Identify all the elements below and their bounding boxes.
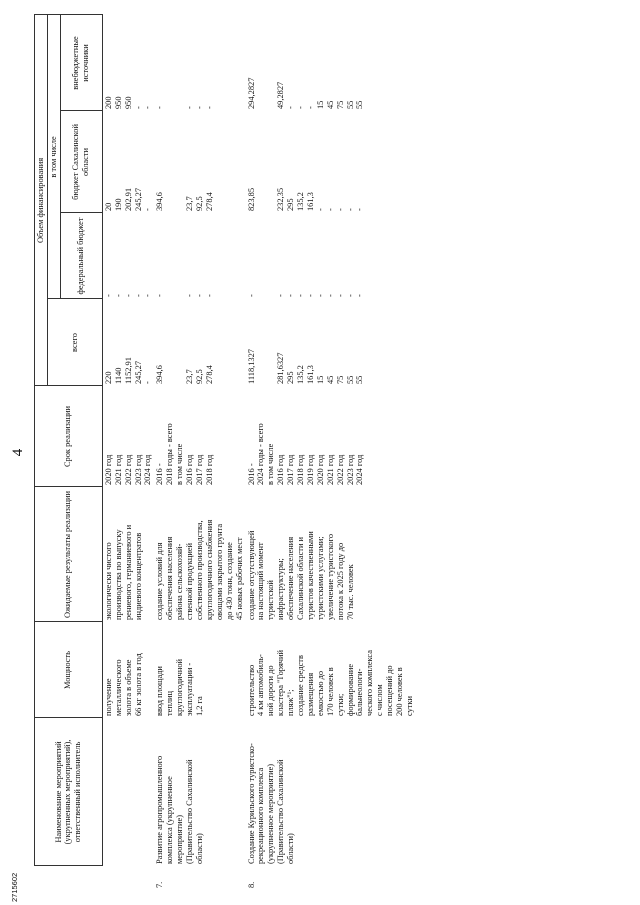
results-line: до 430 тонн, создание	[224, 542, 234, 620]
total-line: 278,4	[204, 365, 214, 384]
extra-line: -	[185, 106, 195, 109]
cell-extra	[102, 15, 154, 111]
cell-regional	[102, 111, 154, 213]
total-line: 245,27	[133, 360, 143, 384]
federal-line: -	[185, 294, 195, 297]
results-line: потока к 2025 году до	[335, 542, 345, 620]
period-line: 2018 год	[296, 454, 306, 485]
regional-line: -	[143, 208, 153, 211]
cell-period	[102, 386, 154, 487]
period-column-header: Срок реализации	[35, 386, 103, 487]
regional-line	[175, 113, 185, 211]
name-line: (Правительство Сахалинской	[276, 759, 286, 864]
cell-federal	[102, 213, 154, 299]
total-line: 135,2	[296, 365, 306, 384]
federal-line: -	[355, 294, 365, 297]
results-line: собственного производства,	[194, 520, 204, 620]
period-line: 2024 год	[143, 454, 153, 485]
capacity-line: пляж"¹;	[286, 689, 296, 716]
regional-line: 295	[286, 198, 296, 211]
capacity-line: размещения	[305, 672, 315, 716]
total-line: 295	[286, 371, 296, 384]
period-line: 2019 год	[305, 454, 315, 485]
total-line: 1118,1327	[246, 349, 256, 384]
regional-line: -	[355, 208, 365, 211]
regional-line: 823,85	[246, 187, 256, 211]
total-line: 394,6	[155, 365, 165, 384]
page-number: 4	[10, 448, 26, 457]
extra-line	[175, 17, 185, 109]
results-line: 45 новых рабочих мест	[234, 537, 244, 620]
results-line: туристской	[266, 580, 276, 620]
extra-line	[256, 17, 266, 109]
regional-line: 232,35	[276, 187, 286, 211]
regional-line	[165, 113, 175, 211]
period-line: 2022 год	[335, 454, 345, 485]
cell-num: 8.	[246, 881, 256, 888]
capacity-line: теплиц	[165, 690, 175, 716]
results-line: создание отсутствующей	[246, 530, 256, 620]
results-line: индиевого концентратов	[133, 532, 143, 620]
results-line: производства по выпуску	[113, 529, 123, 620]
federal-line: -	[113, 294, 123, 297]
name-line: области)	[286, 833, 296, 864]
total-line: 75	[335, 375, 345, 384]
cell-results	[102, 487, 154, 622]
period-line: 2020 год	[103, 454, 113, 485]
regional-line: -	[345, 208, 355, 211]
cell-num: 7.	[155, 881, 165, 888]
cell-results	[246, 487, 416, 622]
table-row	[246, 15, 416, 890]
results-column-header: Ожидаемые результаты реализации	[35, 487, 103, 622]
results-line: обеспечения населения	[165, 536, 175, 620]
regional-line: 92,5	[194, 196, 204, 211]
total-line	[256, 301, 266, 384]
cell-federal	[154, 213, 245, 299]
cell-period	[154, 386, 245, 487]
name-line: рекреационного комплекса	[256, 767, 266, 864]
capacity-line: сутки;	[335, 693, 345, 716]
capacity-line: кластера "Горячий	[276, 650, 286, 716]
federal-line: -	[103, 294, 113, 297]
regional-column-header: бюджет Сахалинской области	[60, 111, 102, 213]
cell-name	[102, 718, 154, 866]
results-line: создание условий для	[155, 542, 165, 620]
federal-line: -	[315, 294, 325, 297]
cell-regional	[246, 111, 416, 213]
capacity-line: металлического	[113, 659, 123, 716]
capacity-line: 1,2 га	[194, 696, 204, 716]
total-line: 281,6327	[276, 352, 286, 384]
regional-line	[256, 113, 266, 211]
capacity-line: получение	[103, 678, 113, 716]
results-line: овощами закрытого грунта	[214, 523, 224, 620]
cell-capacity	[246, 622, 416, 718]
period-line: 2016 -	[155, 463, 165, 485]
regional-line: 190	[113, 198, 123, 211]
capacity-line: создание средств	[296, 655, 306, 716]
total-line: 92,5	[194, 369, 204, 384]
federal-line	[266, 215, 276, 297]
extra-line: 45	[325, 100, 335, 109]
total-line: 161,3	[305, 365, 315, 384]
total-line: 55	[345, 375, 355, 384]
results-line: туристов качественными	[305, 531, 315, 620]
federal-line: -	[155, 294, 165, 297]
extra-line: -	[296, 106, 306, 109]
regional-line: -	[325, 208, 335, 211]
federal-line: -	[286, 294, 296, 297]
total-column-header: всего	[47, 299, 102, 386]
cell-total	[246, 299, 416, 386]
extra-line	[165, 17, 175, 109]
results-line: 70 тыс. человек	[345, 564, 355, 620]
regional-line: 202,91	[123, 187, 133, 211]
regional-line: -	[335, 208, 345, 211]
total-line: 1140	[113, 367, 123, 384]
period-line: 2017 год	[194, 454, 204, 485]
capacity-line: сутки	[405, 695, 414, 716]
name-line: области)	[194, 833, 204, 864]
regional-line: 394,6	[155, 192, 165, 211]
period-line: 2018 год	[204, 454, 214, 485]
cell-extra	[246, 15, 416, 111]
capacity-line: емкостью до	[315, 670, 325, 716]
name-column-header: Наименование мероприятий (укрупненных мероприятий), ответственный исполнитель	[35, 718, 103, 866]
cell-extra	[154, 15, 245, 111]
period-line: 2016 -	[246, 463, 256, 485]
results-line: инфраструктуры;	[276, 558, 286, 620]
funding-header: Объем финансирования	[35, 15, 48, 386]
name-line: мероприятие)	[175, 814, 185, 864]
name-line: Развитие агропромышленного	[155, 755, 165, 864]
regional-line: 23,7	[185, 196, 195, 211]
results-line: Сахалинской области и	[296, 536, 306, 620]
federal-line: -	[194, 294, 204, 297]
period-line: в том числе	[175, 443, 185, 485]
extra-line: -	[155, 106, 165, 109]
total-line: 55	[355, 375, 365, 384]
federal-line: -	[305, 294, 315, 297]
extra-line	[266, 17, 276, 109]
capacity-line: 66 кг золота в год	[133, 653, 143, 716]
federal-line: -	[246, 294, 256, 297]
regional-line: -	[315, 208, 325, 211]
capacity-line: ввод площади	[155, 666, 165, 716]
extra-line: -	[133, 106, 143, 109]
name-line: (Правительство Сахалинской	[185, 759, 195, 864]
federal-line: -	[204, 294, 214, 297]
name-line: комплекса (укрупненное	[165, 776, 175, 864]
cell-regional	[154, 111, 245, 213]
extra-line: 950	[113, 96, 123, 109]
regional-line: 245,27	[133, 187, 143, 211]
capacity-line: формирование	[345, 663, 355, 716]
cell-name	[154, 718, 245, 866]
extra-line: -	[204, 106, 214, 109]
capacity-line: строительство	[246, 664, 256, 716]
period-line: 2016 год	[276, 454, 286, 485]
results-line: обеспечение населения	[286, 536, 296, 620]
table-body	[102, 15, 416, 890]
regional-line: 135,2	[296, 192, 306, 211]
period-line: 2016 год	[185, 454, 195, 485]
federal-line: -	[143, 294, 153, 297]
capacity-line: 200 человек в	[395, 667, 405, 716]
results-line: рениевого, германиевого и	[123, 524, 133, 620]
extra-line: -	[305, 106, 315, 109]
capacity-line: круглогодичной	[175, 659, 185, 716]
table-row	[102, 15, 154, 890]
period-line: 2024 год	[355, 454, 365, 485]
extra-line: -	[143, 106, 153, 109]
capacity-line: 4 км автомобиль-	[256, 654, 266, 716]
table-row	[154, 15, 245, 890]
extra-line: 55	[345, 100, 355, 109]
regional-line: 278,4	[204, 192, 214, 211]
capacity-line: золота в объеме	[123, 659, 133, 716]
capacity-line: 170 человек в	[325, 667, 335, 716]
extra-line: 75	[335, 100, 345, 109]
period-line: 2021 год	[113, 454, 123, 485]
document-code: 2715602	[10, 872, 19, 902]
total-line: 45	[325, 375, 335, 384]
period-line: в том числе	[266, 443, 276, 485]
extra-line: 55	[355, 100, 365, 109]
results-line: круглогодичного снабжения	[204, 519, 214, 620]
total-line: -	[143, 381, 153, 384]
results-line: ственной продукцией	[185, 542, 195, 620]
including-header: в том числе	[47, 15, 60, 299]
extra-column-header: внебюджетные источники	[60, 15, 102, 111]
results-line: экологически чистого	[103, 542, 113, 620]
capacity-column-header: Мощность	[35, 622, 103, 718]
period-line: 2021 год	[325, 454, 335, 485]
period-line: 2024 годы - всего	[256, 423, 266, 485]
extra-line: 15	[315, 100, 325, 109]
cell-total	[154, 299, 245, 386]
total-line	[266, 301, 276, 384]
federal-line: -	[296, 294, 306, 297]
extra-line: 49,2827	[276, 81, 286, 109]
cell-num	[102, 866, 154, 890]
cell-federal	[246, 213, 416, 299]
extra-line: -	[286, 106, 296, 109]
federal-line	[165, 215, 175, 297]
results-line: туристскими услугами;	[315, 536, 325, 620]
federal-line: -	[345, 294, 355, 297]
capacity-line: ческого комплекса	[365, 650, 375, 716]
total-line	[175, 301, 185, 384]
period-line: 2018 годы - всего	[165, 423, 175, 485]
results-line: увеличение туристского	[325, 533, 335, 620]
total-line: 15	[315, 375, 325, 384]
federal-line: -	[276, 294, 286, 297]
cell-period	[246, 386, 416, 487]
funding-table	[34, 14, 416, 890]
federal-line	[175, 215, 185, 297]
total-line	[165, 301, 175, 384]
regional-line: 20	[103, 202, 113, 211]
federal-line: -	[123, 294, 133, 297]
cell-name	[246, 718, 416, 866]
cell-total	[102, 299, 154, 386]
capacity-line: бальнеологи-	[355, 668, 365, 716]
federal-line: -	[325, 294, 335, 297]
capacity-line: эксплуатации -	[185, 662, 195, 716]
capacity-line: ной дороги до	[266, 665, 276, 716]
capacity-line: посещений до	[385, 665, 395, 716]
period-line: 2017 год	[286, 454, 296, 485]
total-line: 23,7	[185, 369, 195, 384]
results-line: района сельскохозяй-	[175, 543, 185, 620]
period-line: 2023 год	[133, 454, 143, 485]
regional-line: 161,3	[305, 192, 315, 211]
extra-line: 950	[123, 96, 133, 109]
federal-line: -	[335, 294, 345, 297]
capacity-line: с числом	[375, 684, 385, 716]
period-line: 2023 год	[345, 454, 355, 485]
cell-capacity	[102, 622, 154, 718]
total-line: 220	[103, 371, 113, 384]
federal-column-header: федеральный бюджет	[60, 213, 102, 299]
cell-capacity	[154, 622, 245, 718]
cell-results	[154, 487, 245, 622]
federal-line	[256, 215, 266, 297]
regional-line	[266, 113, 276, 211]
period-line: 2020 год	[315, 454, 325, 485]
period-line: 2022 год	[123, 454, 133, 485]
total-line: 1152,91	[123, 357, 133, 384]
extra-line: -	[194, 106, 204, 109]
extra-line: 294,2827	[246, 77, 256, 109]
extra-line: 200	[103, 96, 113, 109]
name-line: (укрупненное мероприятие)	[266, 763, 276, 864]
federal-line: -	[133, 294, 143, 297]
results-line: на настоящий момент	[256, 542, 266, 620]
name-line: Создание Курильского туристско-	[246, 743, 256, 864]
number-column-header	[35, 866, 103, 890]
